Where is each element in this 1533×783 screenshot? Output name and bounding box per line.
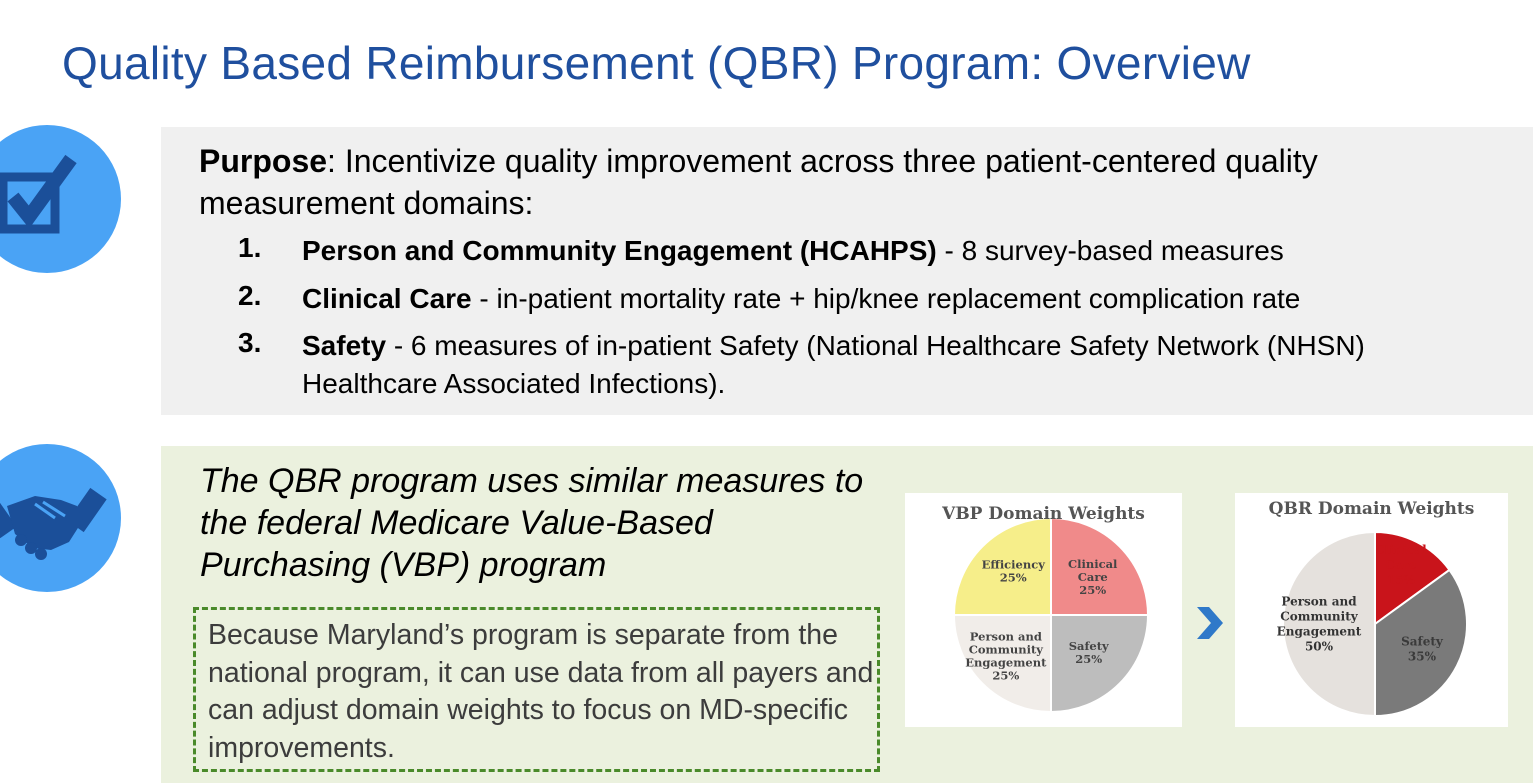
qbr-pie xyxy=(1235,493,1508,727)
domain-description: - in-patient mortality rate + hip/knee replacement complication rate xyxy=(471,283,1301,314)
pie-slice-label: Clinical Care 15% xyxy=(1375,543,1427,588)
comparison-statement: The QBR program uses similar measures to the federal Medicare Value-Based Purchasing (VBP) program xyxy=(200,462,864,584)
qbr-chart xyxy=(1235,493,1508,727)
domain-number: 1. xyxy=(238,232,262,263)
checkbox-check-icon xyxy=(0,125,121,273)
purpose-text: : Incentivize quality improvement across three patient-centered quality measurement domains: xyxy=(199,143,1318,221)
domain-name: Safety xyxy=(302,330,387,361)
vbp-pie xyxy=(905,493,1182,727)
pie-slice-label: Clinical Care 25% xyxy=(1067,557,1118,598)
domain-description: - 6 measures of in-patient Safety (National Healthcare Safety Network (NHSN) Healthcare Associated Infections). xyxy=(302,330,1365,399)
domain-name: Clinical Care xyxy=(302,283,472,314)
pie-slice-label: Safety 25% xyxy=(1068,639,1109,667)
domain-number: 3. xyxy=(238,327,262,358)
pie-slice-label: Person and Community Engagement 50% xyxy=(1276,594,1362,654)
chevron-right-icon xyxy=(1193,605,1227,641)
chart-title: VBP Domain Weights xyxy=(942,504,1145,524)
note-text: Because Maryland’s program is separate from the national program, it can use data from all payers and can adjust domain weights to focus on MD-specific improvements. xyxy=(208,619,874,764)
pie-slice-label: Person and Community Engagement 25% xyxy=(965,629,1047,683)
domain-description: - 8 survey-based measures xyxy=(936,235,1284,266)
domain-name: Person and Community Engagement (HCAHPS) xyxy=(302,235,937,266)
chart-title: QBR Domain Weights xyxy=(1268,499,1475,519)
pie-slice-label: Efficiency 25% xyxy=(981,557,1045,585)
purpose-label: Purpose xyxy=(199,143,328,179)
vbp-chart xyxy=(905,493,1182,727)
pie-slice-label: Safety 35% xyxy=(1401,634,1443,664)
domain-number: 2. xyxy=(238,280,262,311)
handshake-icon xyxy=(0,444,121,592)
slide-title: Quality Based Reimbursement (QBR) Program: Overview xyxy=(62,37,1251,89)
purpose-statement xyxy=(199,140,1499,224)
